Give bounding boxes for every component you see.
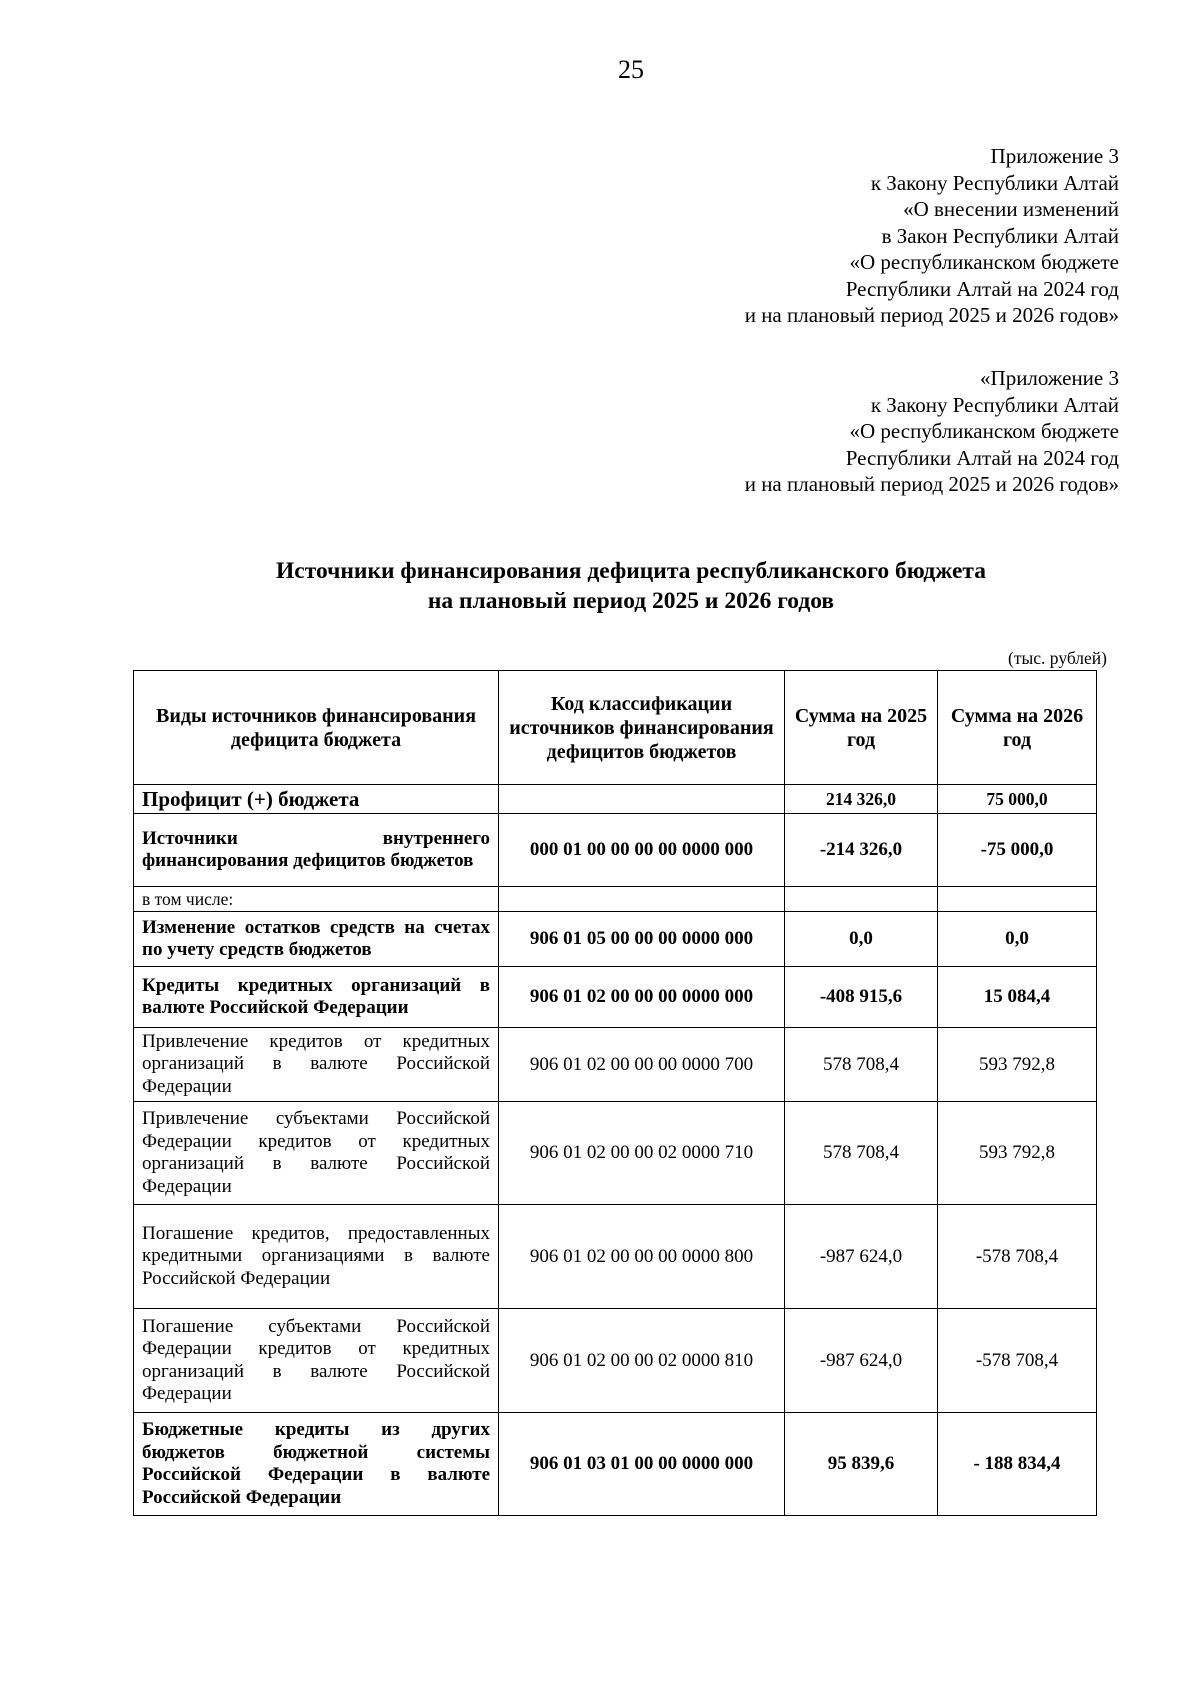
row-sum-2026: 75 000,0 <box>938 785 1097 814</box>
row-sum-2025 <box>785 887 938 912</box>
annex-line: Приложение 3 <box>990 144 1119 168</box>
row-sum-2025: -987 624,0 <box>785 1205 938 1309</box>
deficit-sources-table <box>133 670 1097 1516</box>
row-sum-2025: 578 708,4 <box>785 1028 938 1102</box>
unit-label: (тыс. рублей) <box>1008 648 1107 668</box>
row-name: Привлечение кредитов от кредитных организаций в валюте Российской Федерации <box>134 1028 499 1102</box>
row-sum-2026: 0,0 <box>938 912 1097 967</box>
row-sum-2026: 593 792,8 <box>938 1028 1097 1102</box>
row-code: 000 01 00 00 00 00 0000 000 <box>499 814 785 887</box>
row-name: Привлечение субъектами Российской Федерации кредитов от кредитных организаций в валюте Российской Федерации <box>134 1102 499 1205</box>
row-code: 906 01 02 00 00 00 0000 800 <box>499 1205 785 1309</box>
page-number: 25 <box>618 55 644 84</box>
annex-line: «О внесении изменений <box>903 197 1119 221</box>
row-sum-2026: - 188 834,4 <box>938 1413 1097 1516</box>
row-name: Кредиты кредитных организаций в валюте Российской Федерации <box>134 967 499 1028</box>
row-code: 906 01 02 00 00 02 0000 810 <box>499 1309 785 1413</box>
row-name: Погашение кредитов, предоставленных кредитными организациями в валюте Российской Федерации <box>134 1205 499 1309</box>
row-sum-2025: 214 326,0 <box>785 785 938 814</box>
row-code <box>499 785 785 814</box>
row-code <box>499 887 785 912</box>
table-row <box>134 912 1097 967</box>
row-name: Изменение остатков средств на счетах по учету средств бюджетов <box>134 912 499 967</box>
annex-line: и на плановый период 2025 и 2026 годов» <box>744 472 1119 496</box>
row-sum-2025: 0,0 <box>785 912 938 967</box>
annex-line: к Закону Республики Алтай <box>870 170 1119 195</box>
row-sum-2025: 95 839,6 <box>785 1413 938 1516</box>
table-row <box>134 1205 1097 1309</box>
annex-line: и на плановый период 2025 и 2026 годов» <box>744 303 1119 327</box>
table-row <box>134 1028 1097 1102</box>
row-sum-2025: 578 708,4 <box>785 1102 938 1205</box>
row-code: 906 01 02 00 00 02 0000 710 <box>499 1102 785 1205</box>
row-name: Бюджетные кредиты из других бюджетов бюджетной системы Российской Федерации в валюте Российской Федерации <box>134 1413 499 1516</box>
annex-line: в Закон Республики Алтай <box>881 223 1119 248</box>
row-code: 906 01 05 00 00 00 0000 000 <box>499 912 785 967</box>
annex-header-original <box>745 365 1119 498</box>
row-name: в том числе: <box>134 887 499 912</box>
row-sum-2025: -214 326,0 <box>785 814 938 887</box>
row-code: 906 01 02 00 00 00 0000 000 <box>499 967 785 1028</box>
annex-line: «О республиканском бюджете <box>849 250 1119 274</box>
row-sum-2026 <box>938 887 1097 912</box>
annex-line: Республики Алтай на 2024 год <box>845 445 1119 470</box>
row-sum-2025: -408 915,6 <box>785 967 938 1028</box>
annex-line: к Закону Республики Алтай <box>870 392 1119 417</box>
table-row <box>134 967 1097 1028</box>
annex-line: Республики Алтай на 2024 год <box>845 276 1119 301</box>
row-name: Профицит (+) бюджета <box>134 785 499 814</box>
row-sum-2026: -578 708,4 <box>938 1205 1097 1309</box>
row-code: 906 01 03 01 00 00 0000 000 <box>499 1413 785 1516</box>
table-row <box>134 1309 1097 1413</box>
header-classification-code: Код классификации источников финансирования дефицитов бюджетов <box>499 671 785 785</box>
title-line-1: Источники финансирования дефицита республиканского бюджета <box>276 558 986 584</box>
document-title <box>0 556 1200 616</box>
table-header-row <box>134 671 1097 785</box>
table-row <box>134 1413 1097 1516</box>
row-sum-2026: 593 792,8 <box>938 1102 1097 1205</box>
row-name: Источники внутреннего финансирования дефицитов бюджетов <box>134 814 499 887</box>
annex-line: «Приложение 3 <box>980 366 1119 390</box>
header-sum-2025: Сумма на 2025 год <box>785 671 938 785</box>
row-name: Погашение субъектами Российской Федерации кредитов от кредитных организаций в валюте Российской Федерации <box>134 1309 499 1413</box>
row-code: 906 01 02 00 00 00 0000 700 <box>499 1028 785 1102</box>
row-sum-2026: -75 000,0 <box>938 814 1097 887</box>
row-sum-2025: -987 624,0 <box>785 1309 938 1413</box>
table-row <box>134 1102 1097 1205</box>
row-sum-2026: 15 084,4 <box>938 967 1097 1028</box>
header-source-type: Виды источников финансирования дефицита бюджета <box>134 671 499 785</box>
annex-line: «О республиканском бюджете <box>849 419 1119 443</box>
annex-header-current <box>745 143 1119 329</box>
table-row <box>134 887 1097 912</box>
table-row <box>134 785 1097 814</box>
title-line-2: на плановый период 2025 и 2026 годов <box>427 588 835 614</box>
row-sum-2026: -578 708,4 <box>938 1309 1097 1413</box>
table-row <box>134 814 1097 887</box>
header-sum-2026: Сумма на 2026 год <box>938 671 1097 785</box>
